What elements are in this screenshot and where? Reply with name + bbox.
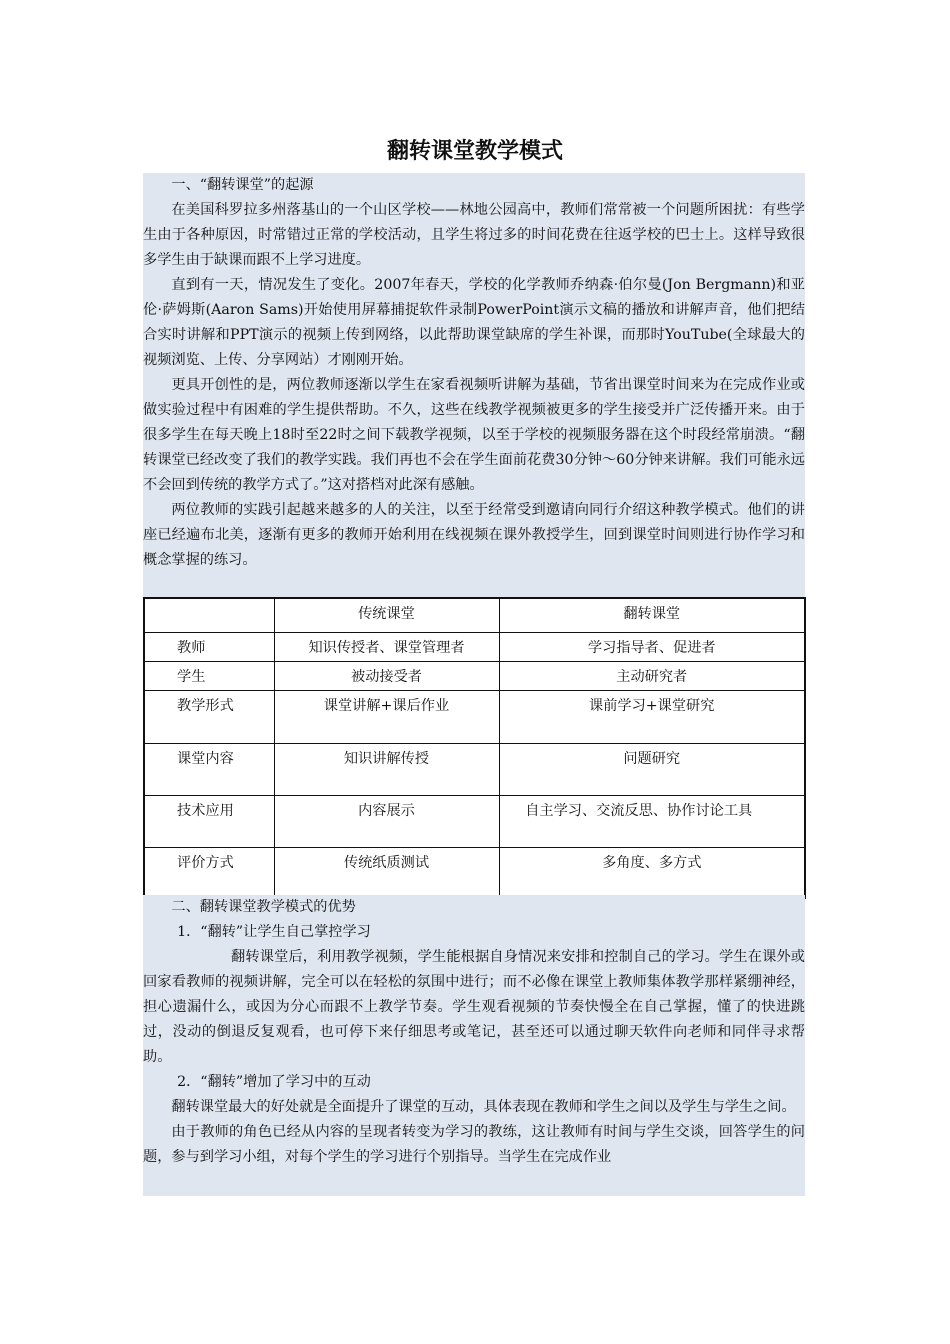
- row-label: 教师: [144, 632, 274, 661]
- table-cell: 课前学习+课堂研究: [499, 690, 805, 743]
- table-cell: 被动接受者: [274, 661, 499, 690]
- paragraph: 翻转课堂后，利用教学视频，学生能根据自身情况来安排和控制自己的学习。学生在课外或回家看教师的视频讲解，完全可以在轻松的氛围中进行；而不必像在课堂上教师集体教学那样紧绷神经，担心遗漏什么，或因为分心而跟不上教学节奏。学生观看视频的节奏快慢全在自己掌握，懂了的快进跳过，没动的倒退反复观看，也可停下来仔细思考或笔记，甚至还可以通过聊天软件向老师和同伴寻求帮助。: [143, 949, 805, 1065]
- section-heading: 一、“翻转课堂”的起源: [171, 177, 314, 193]
- section-origin: [143, 173, 805, 597]
- table-cell: 课堂讲解+课后作业: [274, 690, 499, 743]
- table-row: [144, 690, 805, 743]
- paragraph: 直到有一天，情况发生了变化。2007年春天，学校的化学教师乔纳森·伯尔曼(Jon Bergmann)和亚伦·萨姆斯(Aaron Sams)开始使用屏幕捕捉软件录制PowerPoint演示文稿的播放和讲解声音，他们把结合实时讲解和PPT演示的视频上传到网络，以此帮助课堂缺席的学生补课，而那时YouTube(全球最大的视频浏览、上传、分享网站）才刚刚开始。: [143, 277, 805, 368]
- paragraph: 翻转课堂最大的好处就是全面提升了课堂的互动，具体表现在教师和学生之间以及学生与学生之间。: [171, 1099, 796, 1115]
- table-row: [144, 847, 805, 898]
- paragraph: 在美国科罗拉多州落基山的一个山区学校——林地公园高中，教师们常常被一个问题所困扰：有些学生由于各种原因，时常错过正常的学校活动，且学生将过多的时间花费在往返学校的巴士上。这样导致很多学生由于缺课而跟不上学习进度。: [143, 202, 805, 268]
- comparison-table: [143, 597, 806, 899]
- table-cell: 知识传授者、课堂管理者: [274, 632, 499, 661]
- row-label: 技术应用: [144, 795, 274, 847]
- table-header-cell: 传统课堂: [274, 598, 499, 632]
- row-label: 学生: [144, 661, 274, 690]
- table-row: [144, 661, 805, 690]
- row-label: 评价方式: [144, 847, 274, 898]
- table-header-row: [144, 598, 805, 632]
- subsection-heading: 1．“翻转”让学生自己掌控学习: [177, 924, 371, 940]
- paragraph: 更具开创性的是，两位教师逐渐以学生在家看视频听讲解为基础，节省出课堂时间来为在完成作业或做实验过程中有困难的学生提供帮助。不久，这些在线教学视频被更多的学生接受并广泛传播开来。由于很多学生在每天晚上18时至22时之间下载教学视频，以至于学校的视频服务器在这个时段经常崩溃。“翻转课堂已经改变了我们的教学实践。我们再也不会在学生面前花费30分钟～60分钟来讲解。我们可能永远不会回到传统的教学方式了。”这对搭档对此深有感触。: [143, 377, 805, 493]
- table-cell: 多角度、多方式: [499, 847, 805, 898]
- paragraph: 由于教师的角色已经从内容的呈现者转变为学习的教练，这让教师有时间与学生交谈，回答学生的问题，参与到学习小组，对每个学生的学习进行个别指导。当学生在完成作业: [143, 1124, 805, 1165]
- table-cell: 问题研究: [499, 743, 805, 795]
- table-row: [144, 632, 805, 661]
- table-cell: 主动研究者: [499, 661, 805, 690]
- paragraph: 两位教师的实践引起越来越多的人的关注，以至于经常受到邀请向同行介绍这种教学模式。他们的讲座已经遍布北美，逐渐有更多的教师开始利用在线视频在课外教授学生，回到课堂时间则进行协作学习和概念掌握的练习。: [143, 502, 805, 568]
- table-row: [144, 743, 805, 795]
- table-header-cell: 翻转课堂: [499, 598, 805, 632]
- table-cell: 内容展示: [274, 795, 499, 847]
- subsection-heading: 2．“翻转”增加了学习中的互动: [177, 1074, 371, 1090]
- section-heading: 二、翻转课堂教学模式的优势: [171, 899, 356, 915]
- table-cell: 自主学习、交流反思、协作讨论工具: [499, 795, 805, 847]
- row-label: 教学形式: [144, 690, 274, 743]
- table-header-cell: [144, 598, 274, 632]
- page-title: 翻转课堂教学模式: [386, 138, 563, 164]
- table-cell: 学习指导者、促进者: [499, 632, 805, 661]
- row-label: 课堂内容: [144, 743, 274, 795]
- table-cell: 知识讲解传授: [274, 743, 499, 795]
- table-row: [144, 795, 805, 847]
- section-advantages: [143, 895, 805, 1196]
- table-cell: 传统纸质测试: [274, 847, 499, 898]
